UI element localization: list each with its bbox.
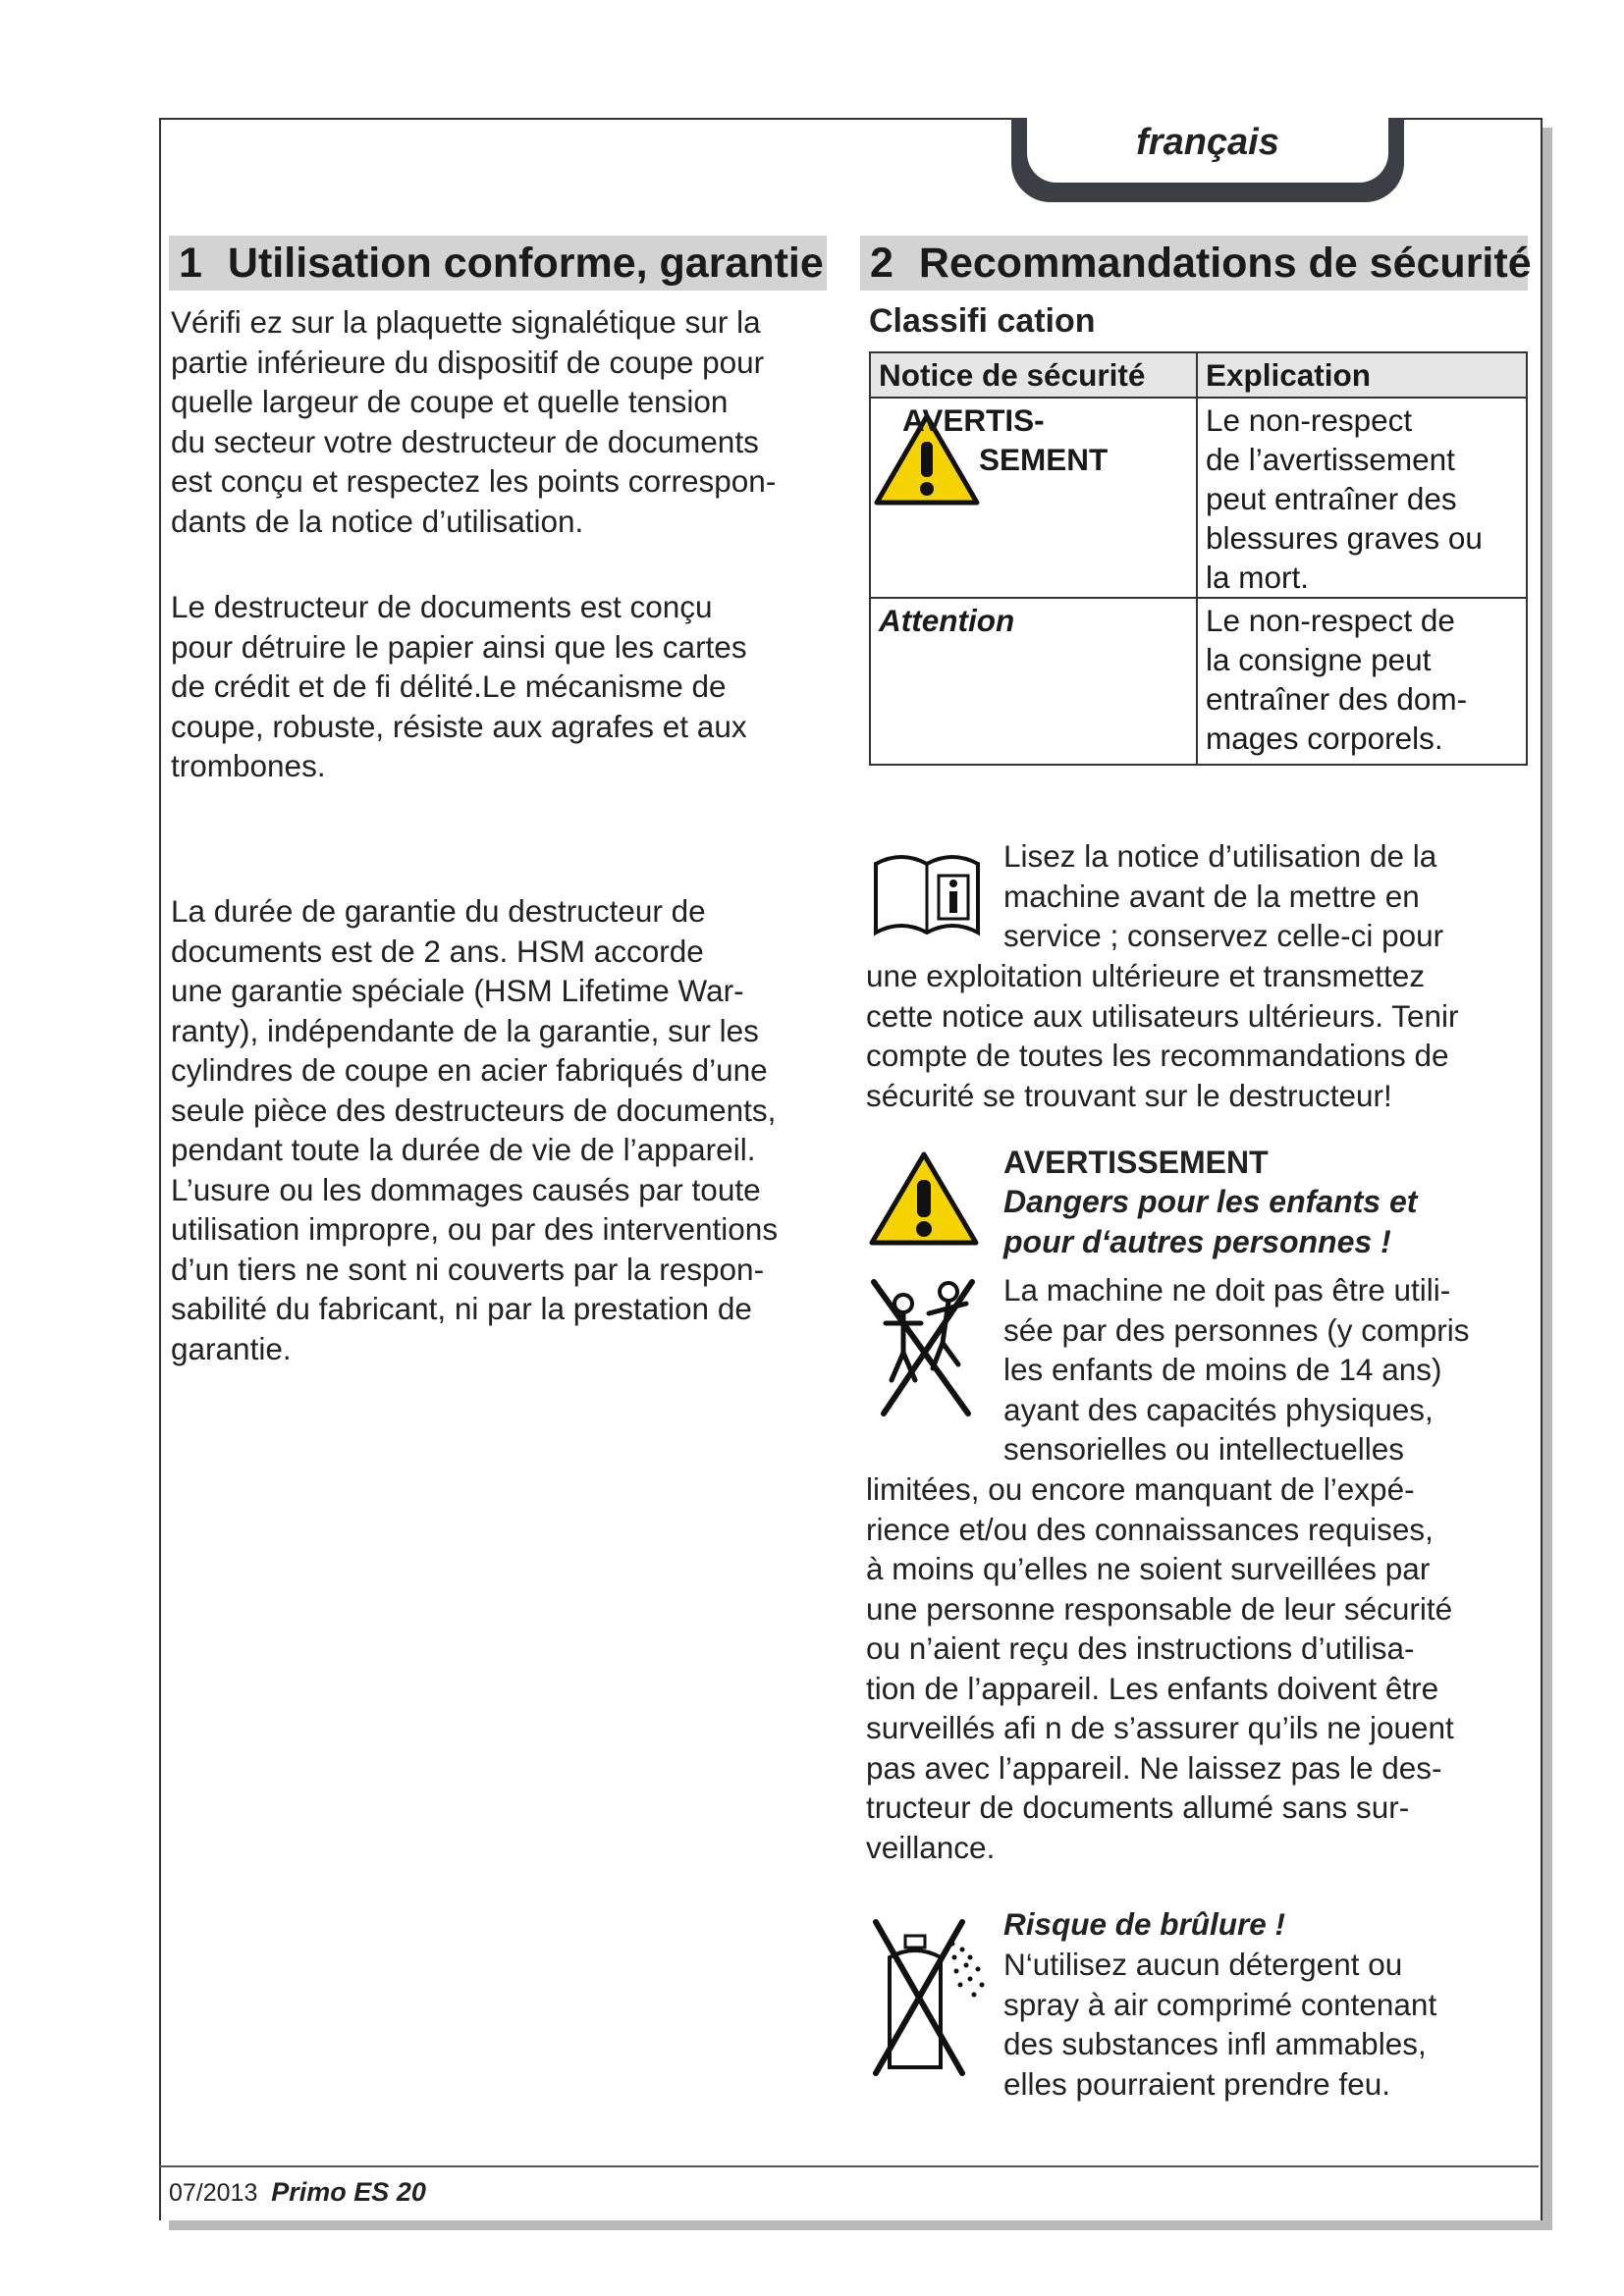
no-children-icon [864, 1274, 982, 1419]
section-1-para-3 [171, 891, 778, 1368]
text-line: La durée de garantie du destructeur de [171, 893, 706, 929]
section-1-para-2 [171, 587, 747, 786]
table-header-explication: Explication [1197, 352, 1527, 398]
text-line: une garantie spéciale (HSM Lifetime War- [171, 973, 744, 1008]
text-line: une exploitation ultérieure et transmettez [866, 958, 1426, 993]
classification-table [869, 351, 1528, 766]
footer [169, 2177, 426, 2208]
text-line: la consigne peut [1206, 642, 1432, 677]
burn-para [1003, 1945, 1436, 2104]
read-manual-icon [872, 846, 982, 938]
footer-divider [159, 2165, 1539, 2167]
text-line: sabilité du fabricant, ni par la prestation de [171, 1291, 752, 1326]
text-line: elles pourraient prendre feu. [1003, 2065, 1390, 2102]
text-line: Le destructeur de documents est conçu [171, 589, 713, 624]
table-row-warning [870, 398, 1527, 598]
text-line: cette notice aux utilisateurs ultérieurs. Tenir [866, 997, 1459, 1034]
text-line: Le non-respect de [1206, 603, 1455, 638]
text-line: rience et/ou des connaissances requises, [866, 1511, 1434, 1547]
warning-triangle-icon [868, 1150, 980, 1247]
text-line: pas avec l’appareil. Ne laissez pas le des- [866, 1749, 1442, 1786]
text-line: sensorielles ou intellectuelles [1003, 1431, 1404, 1467]
section-1-title: Utilisation conforme, garantie [227, 240, 824, 287]
text-line: quelle largeur de coupe et quelle tension [171, 384, 729, 419]
text-line: garantie. [171, 1330, 292, 1366]
table-cell-warning-label [870, 398, 1197, 598]
text-line: peut entraîner des [1206, 481, 1457, 516]
text-line: pendant toute la durée de vie de l’appareil. [171, 1132, 756, 1167]
table-cell-attention-label [870, 598, 1197, 765]
footer-model: Primo ES 20 [271, 2177, 426, 2207]
attention-label: Attention [879, 603, 1015, 638]
text-line: utilisation impropre, ou par des interventions [171, 1211, 779, 1247]
warning-para [866, 1469, 1454, 1867]
section-1-para-1 [171, 302, 776, 541]
text-line: tructeur de documents allumé sans sur- [866, 1789, 1410, 1825]
text-line: sécurité se trouvant sur le destructeur! [866, 1077, 1392, 1113]
text-line: limitées, ou encore manquant de l’expé- [866, 1471, 1415, 1507]
table-cell-attention-text [1197, 598, 1527, 765]
text-line: du secteur votre destructeur de documents [171, 423, 759, 459]
text-line: surveillés afi n de s’assurer qu’ils ne jouent [866, 1710, 1454, 1745]
text-line: mages corporels. [1206, 721, 1443, 756]
text-line: ou n’aient reçu des instructions d’utilisa- [866, 1630, 1415, 1666]
text-line: des substances infl ammables, [1003, 2026, 1427, 2061]
table-header-row [870, 352, 1527, 398]
text-line: seule pièce des destructeurs de documents, [171, 1092, 777, 1128]
warning-label-line-2: SEMENT [979, 442, 1109, 477]
section-1-number: 1 [179, 240, 202, 287]
text-line: machine avant de la mettre en [1003, 878, 1420, 914]
section-2-title: Recommandations de sécurité [918, 240, 1532, 287]
warning-label-line-1: AVERTIS- [902, 402, 1045, 438]
text-line: ayant des capacités physiques, [1003, 1391, 1434, 1427]
text-line: d’un tiers ne sont ni couverts par la respon- [171, 1251, 765, 1287]
burn-title: Risque de brûlure ! [1003, 1906, 1286, 1942]
text-line: N‘utilisez aucun détergent ou [1003, 1947, 1403, 1982]
text-line: de l’avertissement [1206, 442, 1455, 477]
no-spray-icon [872, 1914, 1000, 2077]
text-line: coupe, robuste, résiste aux agrafes et aux [171, 708, 747, 744]
text-line: Vérifi ez sur la plaquette signalétique sur la [171, 304, 761, 340]
text-line: de crédit et de fi délité.Le mécanisme de [171, 668, 727, 704]
text-line: veillance. [866, 1829, 996, 1865]
warning-title: AVERTISSEMENT [1003, 1145, 1269, 1180]
text-line: partie inférieure du dispositif de coupe pour [171, 344, 765, 380]
text-line: spray à air comprimé contenant [1003, 1986, 1437, 2022]
footer-date: 07/2013 [169, 2179, 258, 2207]
text-line: est conçu et respectez les points correspon- [171, 463, 777, 499]
warning-subtitle [1003, 1182, 1417, 1261]
table-cell-warning-text [1197, 398, 1527, 598]
text-line: Le non-respect [1206, 402, 1413, 438]
text-line: blessures graves ou [1206, 520, 1483, 556]
text-line: ranty), indépendante de la garantie, sur les [171, 1012, 759, 1048]
text-line: documents est de 2 ans. HSM accorde [171, 933, 704, 969]
text-line: cylindres de coupe en acier fabriqués d’une [171, 1052, 768, 1088]
language-label: français [1136, 122, 1279, 163]
text-line: dants de la notice d’utilisation. [171, 503, 584, 539]
text-line: sée par des personnes (y compris [1003, 1311, 1470, 1348]
classification-heading: Classifi cation [869, 302, 1096, 340]
text-line: pour d‘autres personnes ! [1003, 1223, 1391, 1259]
table-row-attention [870, 598, 1527, 765]
text-line: compte de toutes les recommandations de [866, 1038, 1449, 1073]
text-line: une personne responsable de leur sécurité [866, 1590, 1453, 1627]
section-2-number: 2 [870, 240, 893, 287]
table-header-notice: Notice de sécurité [870, 352, 1197, 398]
info-para-indented [1003, 836, 1443, 956]
text-line: la mort. [1206, 560, 1310, 595]
warning-para-indented [1003, 1270, 1469, 1469]
section-1-heading [169, 236, 827, 291]
text-line: La machine ne doit pas être utili- [1003, 1272, 1451, 1308]
text-line: service ; conservez celle-ci pour [1003, 918, 1444, 953]
info-para [866, 956, 1458, 1115]
text-line: Lisez la notice d’utilisation de la [1003, 838, 1437, 874]
text-line: les enfants de moins de 14 ans) [1003, 1352, 1442, 1387]
text-line: entraîner des dom- [1206, 681, 1468, 717]
text-line: L’usure ou les dommages causés par toute [171, 1171, 761, 1207]
text-line: trombones. [171, 748, 326, 783]
section-2-heading [860, 236, 1532, 291]
text-line: à moins qu’elles ne soient surveillées par [866, 1551, 1431, 1586]
text-line: Dangers pour les enfants et [1003, 1184, 1418, 1219]
text-line: tion de l’appareil. Les enfants doivent être [866, 1670, 1439, 1706]
text-line: pour détruire le papier ainsi que les cartes [171, 628, 747, 665]
